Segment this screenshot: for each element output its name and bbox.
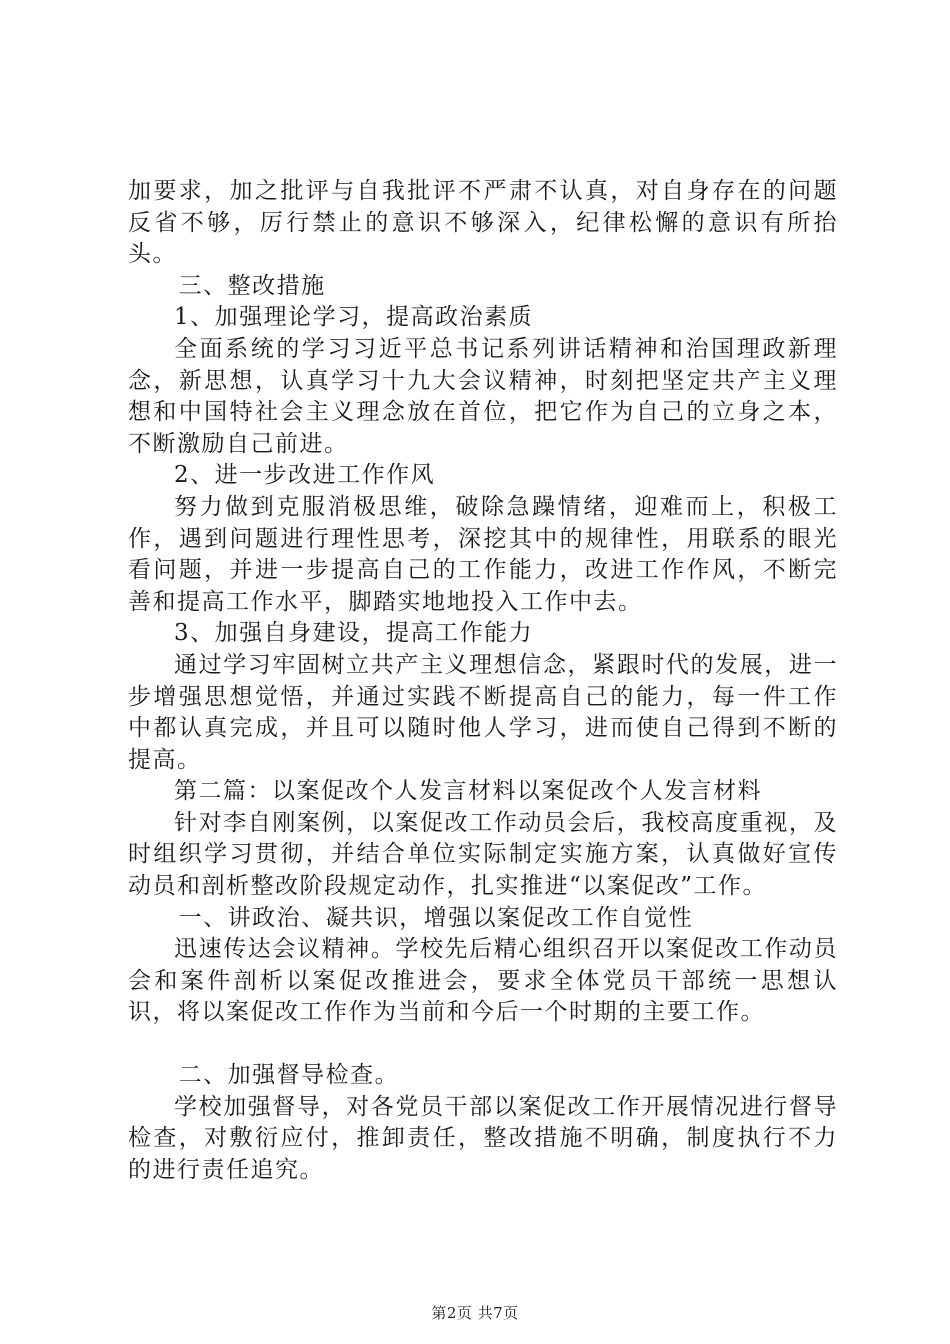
section-heading-measures: 三、整改措施 — [178, 272, 326, 299]
section-heading-politics: 一、讲政治、凝共识，增强以案促改工作自觉性 — [178, 904, 694, 931]
paragraph-continuation: 加要求，加之批评与自我批评不严肃不认真，对自身存在的问题反省不够，厉行禁止的意识不够深入，纪律松懈的意识有所抬头。 — [128, 178, 838, 268]
page-number-footer: 第2页 共7页 — [431, 1304, 519, 1322]
section-heading-supervision: 二、加强督导检查。 — [178, 1062, 400, 1089]
subheading-self-building: 3、加强自身建设，提高工作能力 — [174, 620, 534, 647]
subheading-work-style: 2、进一步改进工作作风 — [174, 462, 436, 489]
paragraph-supervision: 学校加强督导，对各党员干部以案促改工作开展情况进行督导检查，对敷衍应付，推卸责任，整改措施不明确，制度执行不力的进行责任追究。 — [128, 1093, 838, 1183]
paragraph-politics: 迅速传达会议精神。学校先后精心组织召开以案促改工作动员会和案件剖析以案促改推进会，要求全体党员干部统一思想认识，将以案促改工作作为当前和今后一个时期的主要工作。 — [128, 936, 838, 1026]
paragraph-theory-study: 全面系统的学习习近平总书记系列讲话精神和治国理政新理念，新思想，认真学习十九大会议精神，时刻把坚定共产主义理想和中国特社会主义理念放在首位，把它作为自己的立身之本，不断激励自己前进。 — [128, 335, 838, 457]
document-body — [128, 176, 838, 1186]
paragraph-self-building: 通过学习牢固树立共产主义理想信念，紧跟时代的发展，进一步增强思想觉悟，并通过实践不断提高自己的能力，每一件工作中都认真完成，并且可以随时他人学习，进而使自己得到不断的提高。 — [128, 651, 838, 773]
article-title-second: 第二篇：以案促改个人发言材料以案促改个人发言材料 — [174, 778, 762, 805]
paragraph-intro-second: 针对李自刚案例，以案促改工作动员会后，我校高度重视，及时组织学习贯彻，并结合单位实际制定实施方案，认真做好宣传动员和剖析整改阶段规定动作，扎实推进“以案促改”工作。 — [128, 809, 838, 900]
subheading-theory-study: 1、加强理论学习，提高政治素质 — [174, 304, 534, 331]
paragraph-work-style: 努力做到克服消极思维，破除急躁情绪，迎难而上，积极工作，遇到问题进行理性思考，深挖其中的规律性，用联系的眼光看问题，并进一步提高自己的工作能力，改进工作作风，不断完善和提高工作水平，脚踏实地地投入工作中去。 — [128, 493, 838, 615]
